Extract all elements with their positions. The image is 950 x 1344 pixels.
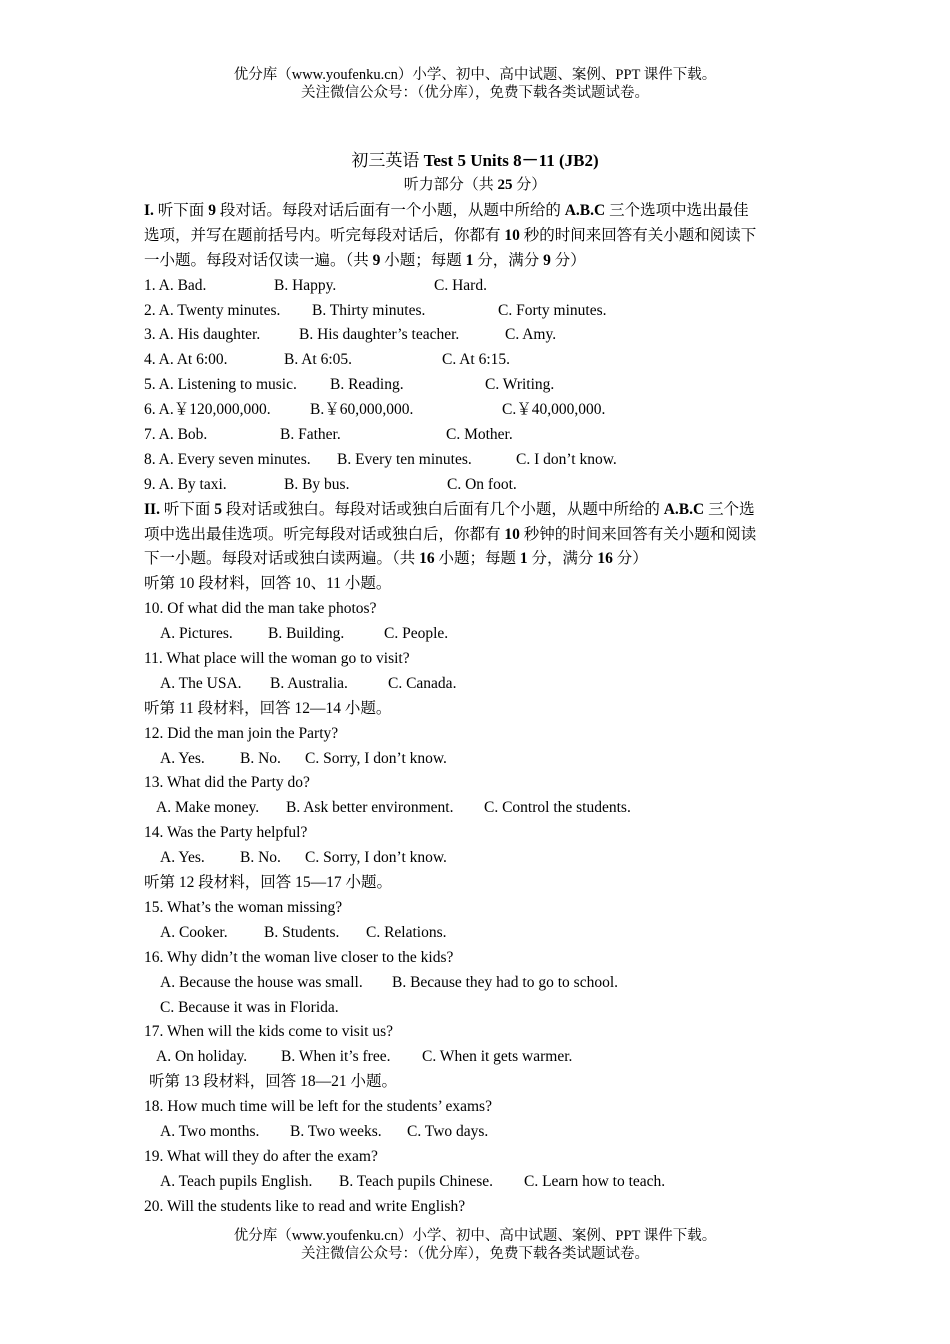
header-line-2: 关注微信公众号：（优分库），免费下载各类试题试卷。 [301, 85, 649, 101]
footer-line-2: 关注微信公众号：（优分库），免费下载各类试题试卷。 [301, 1246, 649, 1262]
num: 10 [504, 525, 520, 543]
option-c: C. Mother. [446, 426, 513, 444]
option-b: B. By bus. [284, 475, 350, 493]
section1-instruction-line3 [144, 249, 808, 274]
option-a: A. Cooker. [160, 923, 228, 941]
num: 1 [465, 251, 474, 269]
option-b: B. Because they had to go to school. [392, 973, 618, 991]
question-15-options [144, 921, 808, 946]
num: 9 [372, 251, 381, 269]
page-header [0, 66, 950, 102]
material-13-heading: 听第 13 段材料，回答 18—21 小题。 [149, 1073, 398, 1091]
text: 项中选出最佳选项。听完每段对话或独白后，你都有 [144, 525, 505, 543]
option-b: B. Thirty minutes. [312, 301, 426, 319]
option-c: C. Control the students. [484, 799, 631, 817]
option-a: A. Two months. [160, 1122, 260, 1140]
abc: A.B.C [663, 500, 705, 518]
option-a: A. Yes. [160, 849, 205, 867]
title-prefix: 初三英语 [351, 151, 424, 170]
option-c: C. Sorry, I don’t know. [305, 749, 447, 767]
option-c: C. Relations. [366, 923, 447, 941]
option-a: 2. A. Twenty minutes. [144, 301, 281, 319]
section2-roman: II. [144, 500, 160, 518]
option-c: C. Sorry, I don’t know. [305, 849, 447, 867]
question-11-options [144, 672, 808, 697]
option-c: C. Learn how to teach. [524, 1172, 666, 1190]
option-a: 4. A. At 6:00. [144, 351, 228, 369]
text: 分，满分 [473, 251, 544, 269]
material-11-heading: 听第 11 段材料，回答 12—14 小题。 [144, 699, 392, 717]
option-c: C. When it gets warmer. [422, 1048, 573, 1066]
question-18-options [144, 1120, 808, 1145]
question-17-options [144, 1045, 808, 1070]
abc: A.B.C [564, 202, 606, 219]
question-1 [144, 274, 808, 299]
question-14-options [144, 846, 808, 871]
question-7 [144, 423, 808, 448]
text: 下一小题。每段对话或独白读两遍。（共 [144, 550, 420, 568]
option-c: C. Hard. [434, 276, 487, 294]
option-a: A. Pictures. [160, 625, 233, 643]
option-b: B. Teach pupils Chinese. [339, 1172, 494, 1190]
text: 听下面 [159, 500, 215, 518]
text: 段对话。每段对话后面有一个小题，从题中所给的 [215, 202, 565, 219]
option-a: A. The USA. [160, 674, 242, 692]
question-16: 16. Why didn’t the woman live closer to the kids? [144, 948, 454, 966]
option-c: C. People. [384, 625, 449, 643]
question-15: 15. What’s the woman missing? [144, 898, 343, 916]
option-c: C. On foot. [447, 475, 517, 493]
header-line-1: 优分库（www.youfenku.cn）小学、初中、高中试题、案例、PPT 课件下载。 [233, 67, 717, 83]
text: 秒钟的时间来回答有关小题和阅读 [519, 525, 757, 543]
option-b: B.￥60,000,000. [310, 401, 414, 419]
question-10-options [144, 622, 808, 647]
text: 三个选项中选出最佳 [605, 202, 749, 219]
num: 16 [597, 550, 613, 568]
text: 秒的时间来回答有关小题和阅读下 [519, 226, 757, 244]
text: 分） [550, 251, 586, 269]
option-a: 3. A. His daughter. [144, 326, 261, 344]
text: 小题；每题 [434, 550, 520, 568]
section1-instruction-line2 [144, 224, 808, 249]
option-b: B. No. [240, 849, 281, 867]
question-6 [144, 398, 808, 423]
option-c: C. Amy. [505, 326, 557, 344]
question-13: 13. What did the Party do? [144, 774, 310, 792]
num: 16 [419, 550, 435, 568]
question-14: 14. Was the Party helpful? [144, 824, 308, 842]
option-b: B. Reading. [330, 376, 404, 394]
text: 分） [612, 550, 648, 568]
option-a: 7. A. Bob. [144, 426, 208, 444]
option-c: C. Canada. [388, 674, 457, 692]
option-b: B. Two weeks. [290, 1122, 382, 1140]
num: 9 [208, 202, 216, 219]
option-b: B. Students. [264, 923, 340, 941]
exam-content [144, 199, 808, 1220]
option-a: 5. A. Listening to music. [144, 376, 297, 394]
question-9 [144, 473, 808, 498]
question-18: 18. How much time will be left for the students’ exams? [144, 1098, 492, 1116]
question-16-options-ab [144, 971, 808, 996]
num: 9 [543, 251, 551, 269]
option-b: B. His daughter’s teacher. [299, 326, 460, 344]
option-b: B. At 6:05. [284, 351, 353, 369]
section1-instruction-line1 [144, 199, 808, 224]
option-b: B. Building. [268, 625, 345, 643]
page-subtitle [0, 175, 950, 195]
text: 段对话或独白。每段对话或独白后面有几个小题，从题中所给的 [221, 500, 664, 518]
question-11: 11. What place will the woman go to visit? [144, 650, 410, 668]
option-a: A. Because the house was small. [160, 973, 363, 991]
text: 小题；每题 [380, 251, 466, 269]
option-c: C. At 6:15. [442, 351, 511, 369]
question-5 [144, 373, 808, 398]
option-c: C. Two days. [407, 1122, 489, 1140]
num: 5 [214, 500, 222, 518]
option-a: 9. A. By taxi. [144, 475, 227, 493]
question-4 [144, 348, 808, 373]
page-footer [0, 1227, 950, 1263]
footer-line-1: 优分库（www.youfenku.cn）小学、初中、高中试题、案例、PPT 课件下载。 [233, 1228, 717, 1244]
title-main: Test 5 Units 8－11 (JB2) [423, 151, 599, 170]
option-a: A. Yes. [160, 749, 205, 767]
option-b: B. When it’s free. [281, 1048, 391, 1066]
option-a: A. Make money. [156, 799, 260, 817]
section2-instruction-line1 [144, 498, 808, 523]
question-17: 17. When will the kids come to visit us? [144, 1023, 393, 1041]
section1-roman: I. [144, 202, 154, 219]
num: 1 [519, 550, 528, 568]
text: 听下面 [153, 202, 209, 219]
option-a: 6. A.￥120,000,000. [144, 401, 271, 419]
option-a: A. On holiday. [156, 1048, 248, 1066]
question-19-options [144, 1170, 808, 1195]
option-b: B. Father. [280, 426, 341, 444]
section2-instruction-line2 [144, 523, 808, 548]
num: 10 [504, 226, 520, 244]
option-b: B. Every ten minutes. [337, 450, 472, 468]
section2-instruction-line3 [144, 547, 808, 572]
option-c: C. Writing. [485, 376, 555, 394]
question-20: 20. Will the students like to read and write English? [144, 1197, 466, 1215]
option-a: A. Teach pupils English. [160, 1172, 313, 1190]
subtitle-text-a: 听力部分（共 [403, 177, 498, 193]
question-16-option-c: C. Because it was in Florida. [160, 998, 339, 1016]
question-3 [144, 323, 808, 348]
question-2 [144, 299, 808, 324]
option-a: 1. A. Bad. [144, 276, 207, 294]
text: 选项，并写在题前括号内。听完每段对话后，你都有 [144, 226, 505, 244]
question-19: 19. What will they do after the exam? [144, 1147, 378, 1165]
subtitle-points: 25 [497, 177, 513, 193]
option-b: B. Australia. [270, 674, 348, 692]
page-title [0, 150, 950, 172]
option-b: B. Ask better environment. [286, 799, 454, 817]
question-13-options [144, 796, 808, 821]
text: 分，满分 [527, 550, 598, 568]
text: 一小题。每段对话仅读一遍。（共 [144, 251, 373, 269]
question-10: 10. Of what did the man take photos? [144, 600, 377, 618]
option-c: C.￥40,000,000. [502, 401, 606, 419]
text: 三个选 [704, 500, 755, 518]
option-c: C. I don’t know. [516, 450, 617, 468]
question-12: 12. Did the man join the Party? [144, 724, 339, 742]
material-12-heading: 听第 12 段材料，回答 15—17 小题。 [144, 874, 393, 892]
option-b: B. Happy. [274, 276, 337, 294]
question-12-options [144, 747, 808, 772]
option-c: C. Forty minutes. [498, 301, 607, 319]
option-b: B. No. [240, 749, 281, 767]
option-a: 8. A. Every seven minutes. [144, 450, 311, 468]
subtitle-text-c: 分） [512, 177, 547, 193]
question-8 [144, 448, 808, 473]
material-10-heading: 听第 10 段材料，回答 10、11 小题。 [144, 575, 392, 593]
